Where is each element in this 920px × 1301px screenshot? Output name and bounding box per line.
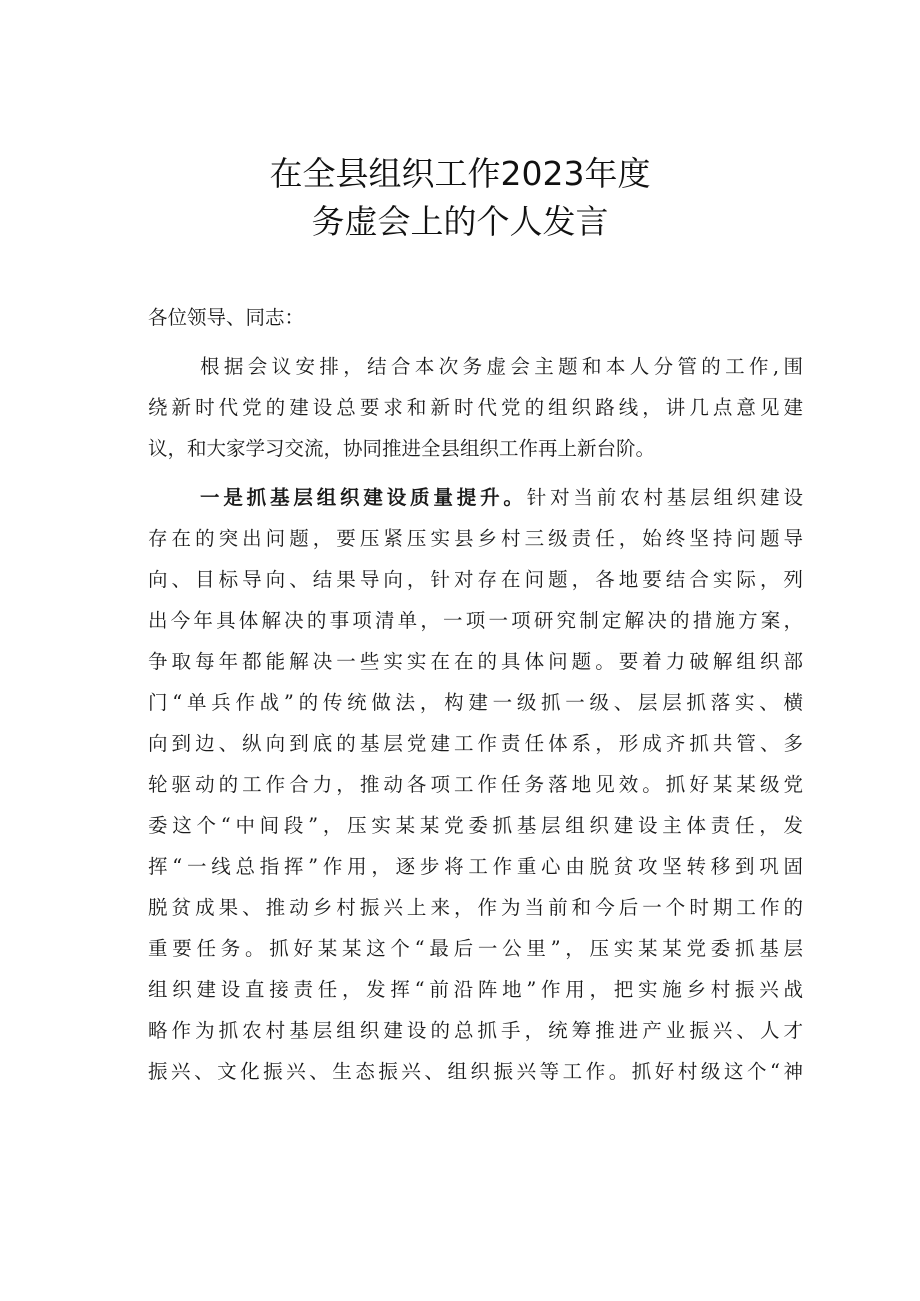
paragraph-line: 略作为抓农村基层组织建设的总抓手，统筹推进产业振兴、人才 xyxy=(148,1019,803,1042)
title-line-1: 在全县组织工作2023年度 xyxy=(269,154,651,193)
paragraph-line: 争取每年都能解决一些实实在在的具体问题。要着力破解组织部 xyxy=(148,650,803,673)
paragraph-line xyxy=(148,477,803,518)
paragraph-line: 委这个“中间段”，压实某某党委抓基层组织建设主体责任，发 xyxy=(148,814,803,837)
section-1-first-line-text: 针对当前农村基层组织建设 xyxy=(526,486,803,509)
paragraph-line: 向到边、纵向到底的基层党建工作责任体系，形成齐抓共管、多 xyxy=(148,732,803,755)
intro-paragraph xyxy=(148,346,803,469)
paragraph-line: 脱贫成果、推动乡村振兴上来，作为当前和今后一个时期工作的 xyxy=(148,896,803,919)
paragraph-line: 根据会议安排，结合本次务虚会主题和本人分管的工作,围 xyxy=(200,355,803,378)
title-line-2: 务虚会上的个人发言 xyxy=(311,202,609,241)
section-1-paragraph xyxy=(148,477,803,1092)
salutation: 各位领导、同志： xyxy=(148,306,305,329)
paragraph-line: 存在的突出问题，要压紧压实县乡村三级责任，始终坚持问题导 xyxy=(148,527,803,550)
document-body xyxy=(148,297,803,1100)
paragraph-line: 轮驱动的工作合力，推动各项工作任务落地见效。抓好某某级党 xyxy=(148,773,803,796)
section-1-heading: 一是抓基层组织建设质量提升。 xyxy=(200,486,527,509)
paragraph-line: 议，和大家学习交流，协同推进全县组织工作再上新台阶。 xyxy=(148,437,656,460)
paragraph-line: 出今年具体解决的事项清单，一项一项研究制定解决的措施方案， xyxy=(148,609,803,632)
paragraph-line: 向、目标导向、结果导向，针对存在问题，各地要结合实际，列 xyxy=(148,568,803,591)
paragraph-line: 重要任务。抓好某某这个“最后一公里”，压实某某党委抓基层 xyxy=(148,937,803,960)
paragraph-line: 振兴、文化振兴、生态振兴、组织振兴等工作。抓好村级这个“神 xyxy=(148,1060,803,1083)
paragraph-line: 挥“一线总指挥”作用，逐步将工作重心由脱贫攻坚转移到巩固 xyxy=(148,855,803,878)
paragraph-line: 门“单兵作战”的传统做法，构建一级抓一级、层层抓落实、横 xyxy=(148,691,803,714)
paragraph-line: 组织建设直接责任，发挥“前沿阵地”作用，把实施乡村振兴战 xyxy=(148,978,803,1001)
document-title xyxy=(0,150,920,246)
paragraph-line: 绕新时代党的建设总要求和新时代党的组织路线，讲几点意见建 xyxy=(148,396,803,419)
